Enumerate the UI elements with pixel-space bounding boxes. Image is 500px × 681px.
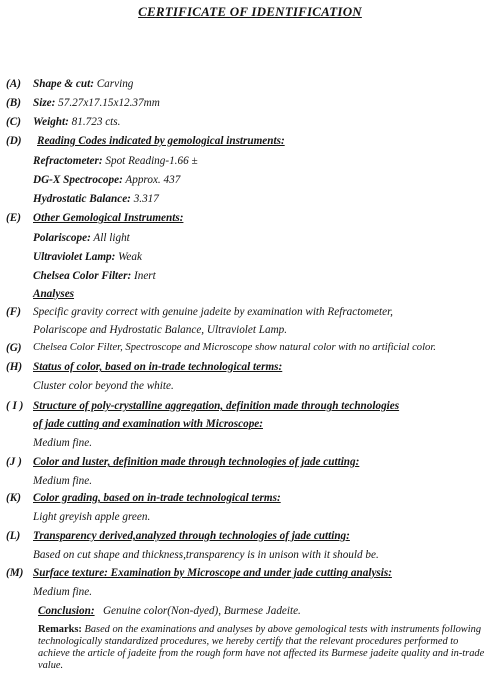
refractometer-key: Refractometer:	[33, 155, 103, 167]
item-m-label: (M)	[6, 567, 24, 579]
chelsea-key: Chelsea Color Filter:	[33, 270, 132, 282]
item-m-text: Medium fine.	[33, 586, 93, 598]
item-m-heading: Surface texture: Examination by Microscope and under jade cutting analysis:	[33, 567, 392, 579]
item-h-label: (H)	[6, 361, 23, 373]
polariscope-value: All light	[93, 232, 130, 244]
analyses-heading: Analyses	[33, 288, 75, 300]
hydrostatic-value: 3.317	[133, 193, 159, 205]
item-h-heading: Status of color, based on in-trade technological terms:	[33, 361, 283, 373]
item-e-label: (E)	[6, 212, 21, 224]
uv-value: Weak	[118, 251, 142, 263]
shape-cut-value: Carving	[96, 78, 134, 90]
item-j-heading: Color and luster, definition made through technologies of jade cutting:	[33, 456, 360, 468]
item-f-label: (F)	[6, 306, 21, 318]
chelsea-value: Inert	[134, 270, 156, 282]
item-j-text: Medium fine.	[33, 475, 93, 487]
conclusion-value: Genuine color(Non-dyed), Burmese Jadeite.	[102, 605, 301, 617]
remarks-block	[38, 624, 486, 672]
item-f-line1: Specific gravity correct with genuine jadeite by examination with Refractometer,	[33, 306, 393, 318]
item-e-heading: Other Gemological Instruments:	[33, 212, 184, 224]
item-a-label: (A)	[6, 78, 21, 90]
item-g-text: Chelsea Color Filter, Spectroscope and Microscope show natural color with no artificial color.	[33, 342, 436, 353]
item-b-label: (B)	[6, 97, 21, 109]
remarks-key: Remarks:	[38, 624, 82, 635]
hydrostatic-key: Hydrostatic Balance:	[33, 193, 131, 205]
refractometer-value: Spot Reading-1.66 ±	[105, 155, 198, 167]
uv-key: Ultraviolet Lamp:	[33, 251, 116, 263]
certificate-title: CERTIFICATE OF IDENTIFICATION	[138, 4, 362, 19]
item-k-heading: Color grading, based on in-trade technological terms:	[33, 492, 281, 504]
item-g-label: (G)	[6, 342, 22, 354]
item-l-heading: Transparency derived,analyzed through technologies of jade cutting:	[33, 530, 350, 542]
item-d-label: (D)	[6, 135, 22, 147]
item-k-text: Light greyish apple green.	[33, 511, 151, 523]
item-h-text: Cluster color beyond the white.	[33, 380, 174, 392]
conclusion-key: Conclusion:	[38, 605, 95, 617]
shape-cut-key: Shape & cut:	[33, 78, 94, 90]
item-l-text: Based on cut shape and thickness,transparency is in unison with it should be.	[33, 549, 379, 561]
item-i-text: Medium fine.	[33, 437, 93, 449]
item-i-heading-2: of jade cutting and examination with Microscope:	[33, 418, 263, 430]
dgx-key: DG-X Spectrocope:	[33, 174, 123, 186]
weight-key: Weight:	[33, 116, 69, 128]
dgx-value: Approx. 437	[125, 174, 181, 186]
item-i-label: ( I )	[6, 400, 24, 412]
item-j-label: (J )	[6, 456, 22, 468]
size-value: 57.27x17.15x12.37mm	[58, 97, 160, 109]
polariscope-key: Polariscope:	[33, 232, 91, 244]
item-l-label: (L)	[6, 530, 21, 542]
item-c-label: (C)	[6, 116, 21, 128]
weight-value: 81.723 cts.	[71, 116, 121, 128]
item-k-label: (K)	[6, 492, 21, 504]
remarks-text: Based on the examinations and analyses by above gemological tests with instruments following technologically standardized procedures, we hereby certify that the relevant procedures performed to achieve the article of jadeite from the rough form have not affected its Burmese jadeite quality and in-trade value.	[38, 624, 485, 671]
item-d-heading: Reading Codes indicated by gemological instruments:	[37, 135, 285, 147]
item-i-heading-1: Structure of poly-crystalline aggregation, definition made through technologies	[33, 400, 400, 412]
item-f-line2: Polariscope and Hydrostatic Balance, Ultraviolet Lamp.	[33, 324, 288, 336]
size-key: Size:	[33, 97, 56, 109]
